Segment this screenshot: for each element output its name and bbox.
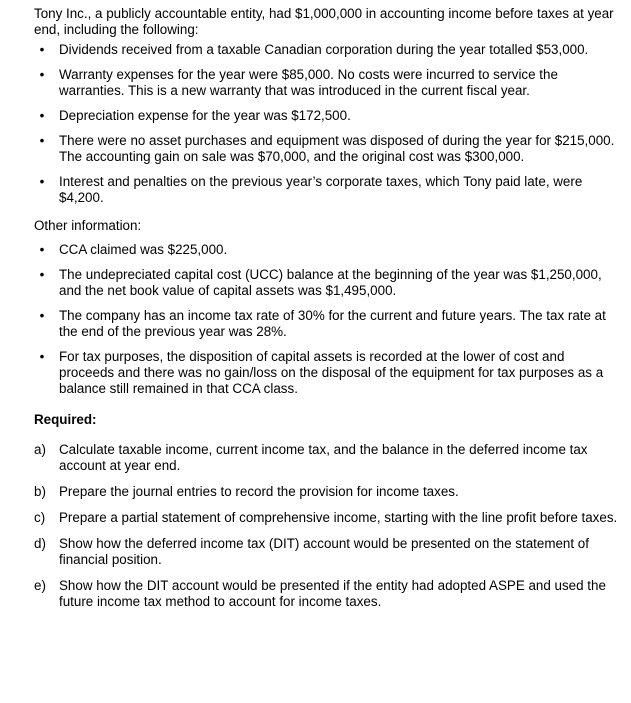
bullet-icon: • <box>39 67 45 82</box>
requirement-item <box>34 484 621 500</box>
bullet-icon: • <box>39 133 45 148</box>
requirements-list <box>34 442 621 610</box>
requirement-text: Show how the deferred income tax (DIT) account would be presented on the statement of financial position. <box>59 536 589 567</box>
requirement-item <box>34 510 621 526</box>
intro-paragraph: Tony Inc., a publicly accountable entity, had $1,000,000 in accounting income before taxes at year end, including the following: <box>34 6 614 37</box>
given-items-list <box>34 42 621 206</box>
list-item <box>34 267 621 299</box>
list-item <box>34 42 621 58</box>
requirement-text: Calculate taxable income, current income tax, and the balance in the deferred income tax account at year end. <box>59 442 588 473</box>
list-item <box>34 242 621 258</box>
list-item-text: Interest and penalties on the previous year’s corporate taxes, which Tony paid late, were $4,200. <box>59 174 583 205</box>
list-item-text: The undepreciated capital cost (UCC) balance at the beginning of the year was $1,250,000, and the net book value of capital assets was $1,495,000. <box>59 267 602 298</box>
list-item <box>34 349 621 397</box>
requirement-item <box>34 578 621 610</box>
requirement-letter: d) <box>34 536 46 551</box>
requirement-text: Prepare the journal entries to record the provision for income taxes. <box>59 484 459 499</box>
requirement-letter: a) <box>34 442 46 457</box>
list-item-text: CCA claimed was $225,000. <box>59 242 228 257</box>
list-item-text: For tax purposes, the disposition of capital assets is recorded at the lower of cost and proceeds and there was no gain/loss on the disposal of the equipment for tax purposes as a balance still remained in that CCA class. <box>59 349 604 396</box>
list-item <box>34 308 621 340</box>
list-item-text: There were no asset purchases and equipment was disposed of during the year for $215,000. The accounting gain on sale was $70,000, and the original cost was $300,000. <box>59 133 615 164</box>
list-item <box>34 108 621 124</box>
list-item-text: Warranty expenses for the year were $85,000. No costs were incurred to service the warranties. This is a new warranty that was introduced in the current fiscal year. <box>59 67 558 98</box>
bullet-icon: • <box>39 349 45 364</box>
requirement-letter: e) <box>34 578 46 593</box>
list-item <box>34 174 621 206</box>
bullet-icon: • <box>39 308 45 323</box>
other-information-list <box>34 242 621 397</box>
requirement-item <box>34 536 621 568</box>
requirement-text: Show how the DIT account would be presented if the entity had adopted ASPE and used the future income tax method to account for income taxes. <box>59 578 606 609</box>
bullet-icon: • <box>39 108 45 123</box>
other-information-heading: Other information: <box>34 218 142 233</box>
requirement-item <box>34 442 621 474</box>
bullet-icon: • <box>39 174 45 189</box>
requirement-letter: b) <box>34 484 46 499</box>
bullet-icon: • <box>39 267 45 282</box>
list-item-text: The company has an income tax rate of 30% for the current and future years. The tax rate at the end of the previous year was 28%. <box>59 308 606 339</box>
list-item <box>34 133 621 165</box>
list-item <box>34 67 621 99</box>
list-item-text: Dividends received from a taxable Canadian corporation during the year totalled $53,000. <box>59 42 589 57</box>
requirement-letter: c) <box>34 510 46 525</box>
bullet-icon: • <box>39 42 45 57</box>
bullet-icon: • <box>39 242 45 257</box>
required-heading: Required: <box>34 412 97 427</box>
requirement-text: Prepare a partial statement of comprehensive income, starting with the line profit before taxes. <box>59 510 618 525</box>
list-item-text: Depreciation expense for the year was $172,500. <box>59 108 351 123</box>
